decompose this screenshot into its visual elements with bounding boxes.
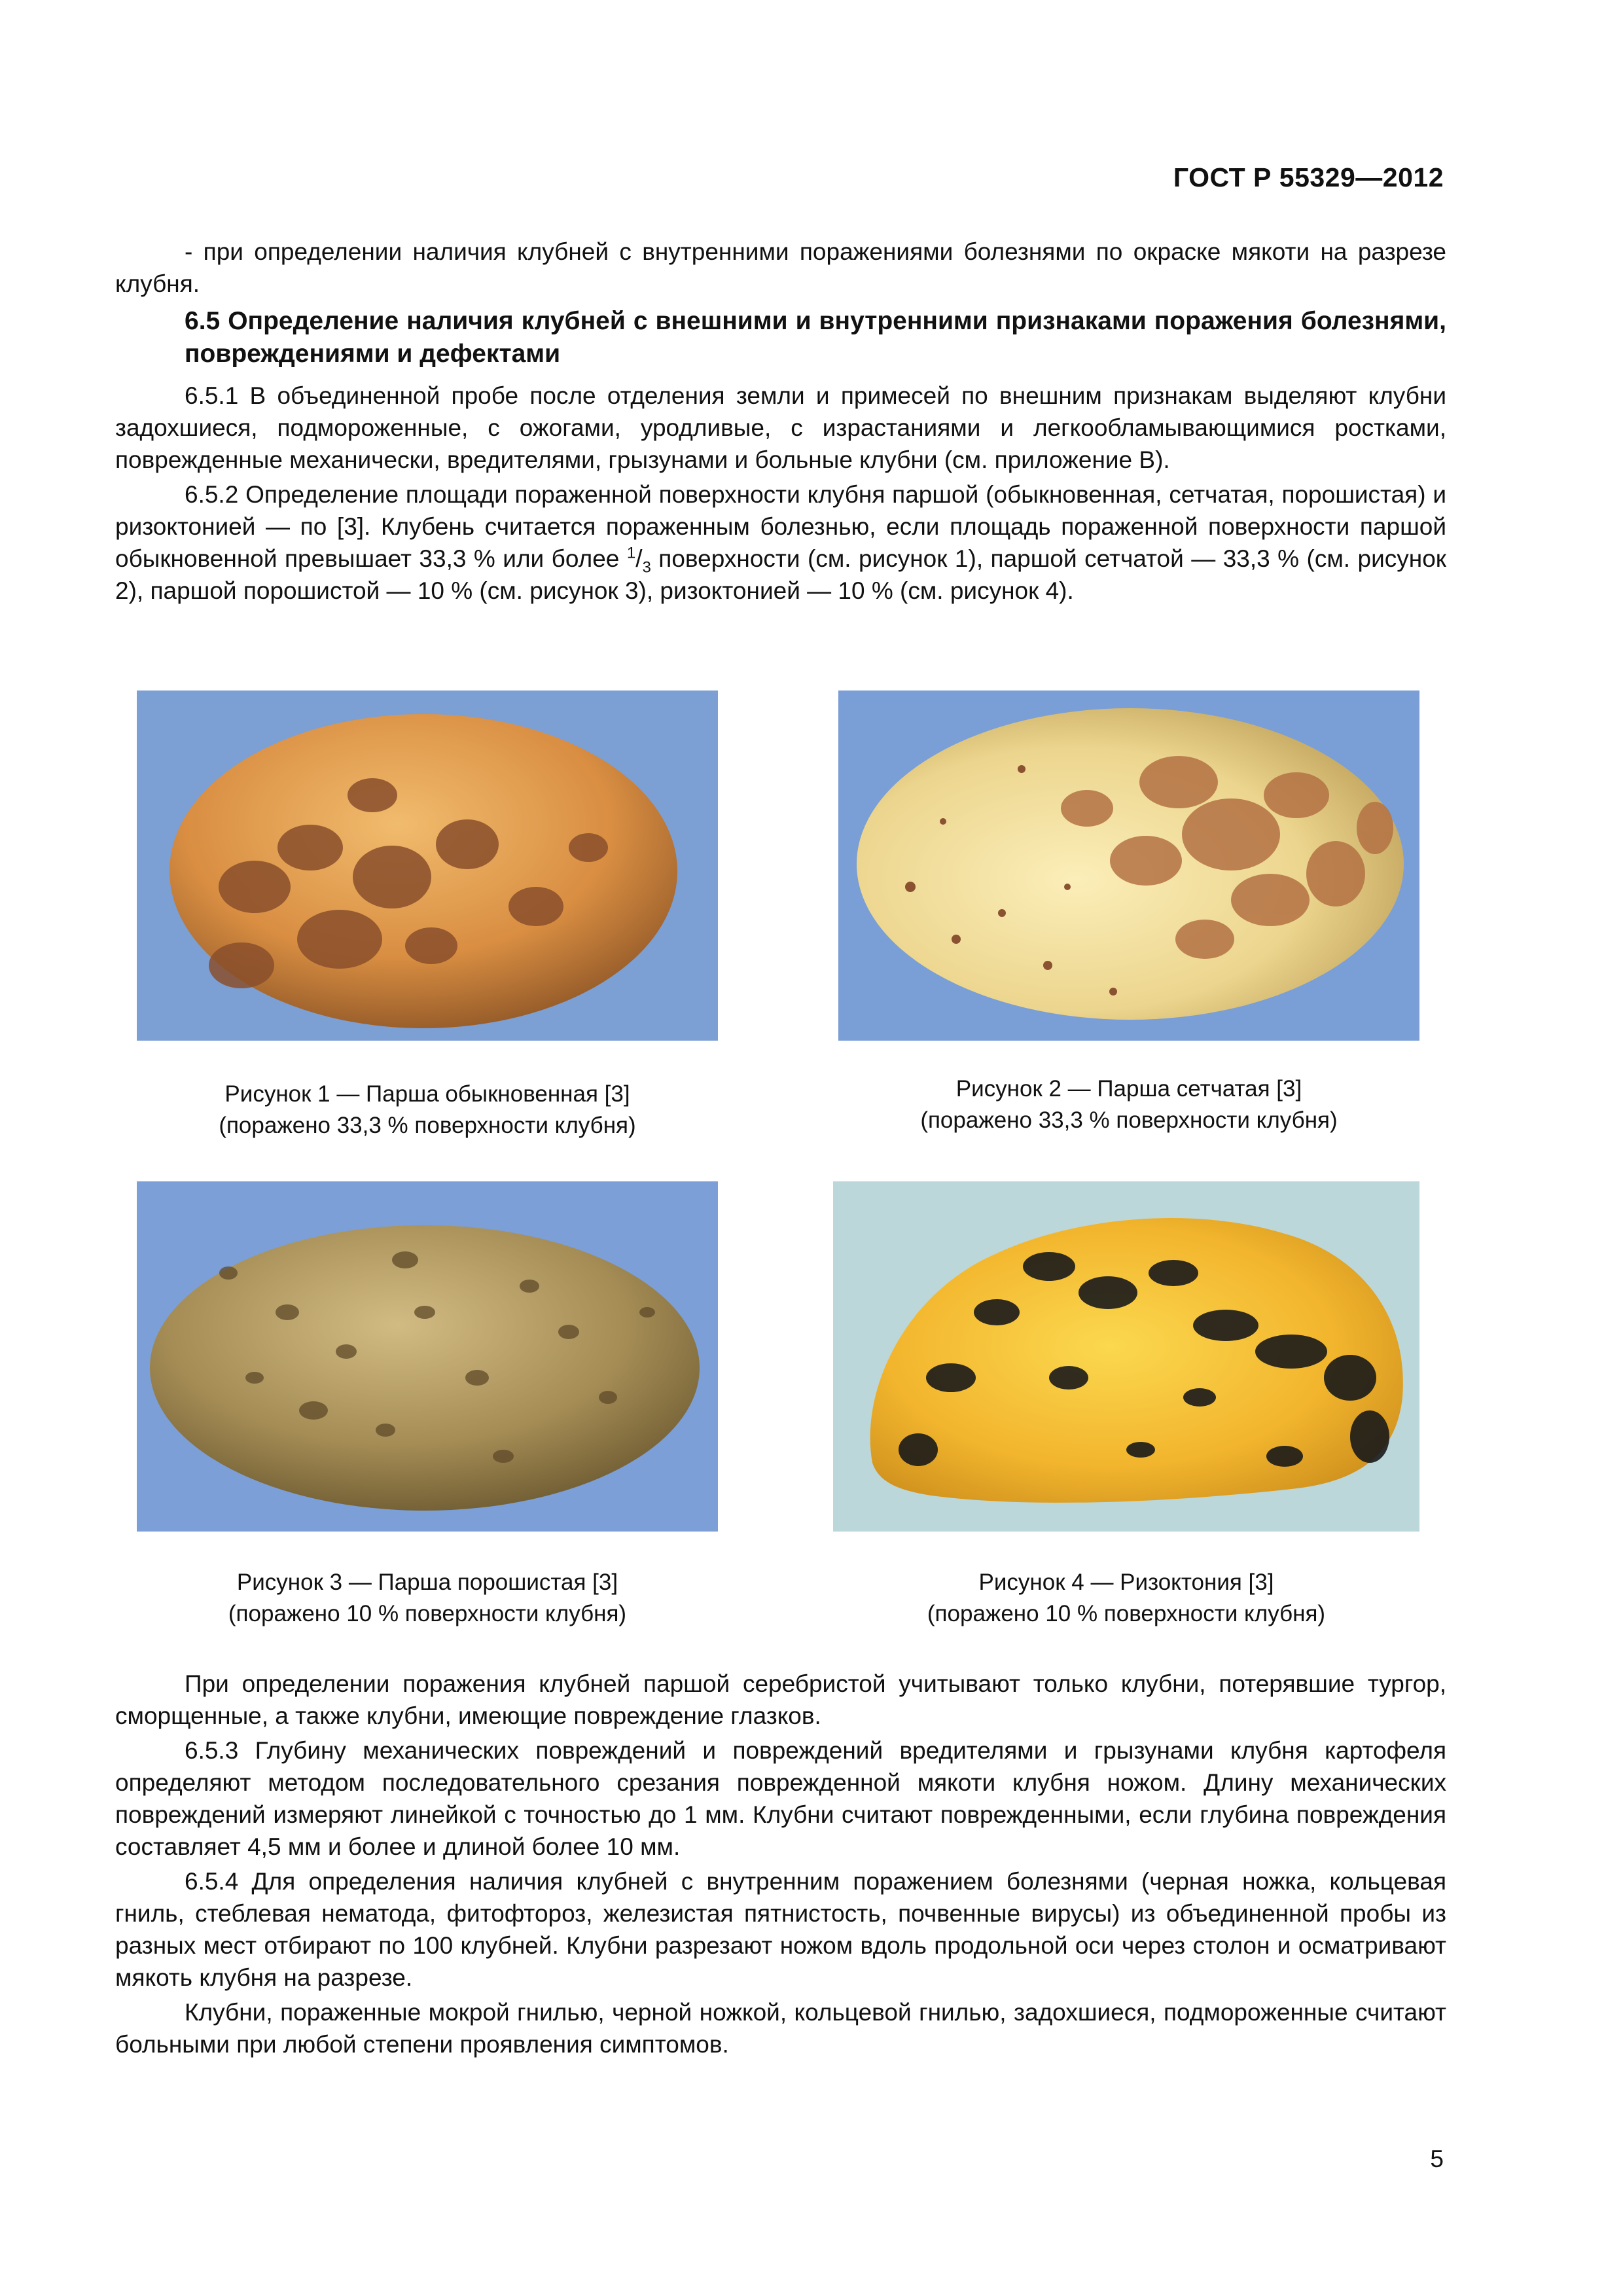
bottom-body [115, 1668, 1446, 2060]
intro-paragraph-block [115, 236, 1446, 300]
figure-3-caption-line-2: (поражено 10 % поверхности клубня) [228, 1601, 627, 1626]
figure-2-photo [838, 691, 1419, 1041]
figure-1-caption [133, 1079, 722, 1141]
paragraph-6-5-2-part-b: поверхности (см. рисунок 1), паршой сетчатой — 33,3 % (см. рисунок 2), паршой порошистой — 10 % (см. рисунок 3), ризоктонией — 10 % (см. рисунок 4). [115, 545, 1446, 604]
netted-scab-potato-image [838, 691, 1419, 1041]
figure-4-caption-line-1: Рисунок 4 — Ризоктония [3] [978, 1570, 1274, 1595]
fraction-numerator: 1 [626, 544, 636, 562]
figure-2-caption [834, 1073, 1423, 1136]
figure-3-photo [137, 1181, 718, 1532]
paragraph-6-5-2-part-a: 6.5.2 Определение площади пораженной поверхности клубня паршой (обыкновенная, сетчатая, порошистая) и ризоктонией — по [3]. Клубень считается пораженным болезнью, если площадь пораженной поверхности паршой обыкновенной превышает 33,3 % или более [115, 481, 1446, 572]
figure-2-caption-line-2: (поражено 33,3 % поверхности клубня) [920, 1107, 1338, 1133]
figure-2-caption-line-1: Рисунок 2 — Парша сетчатая [3] [955, 1076, 1302, 1102]
fraction-denominator: 3 [642, 558, 651, 577]
figure-4-caption-line-2: (поражено 10 % поверхности клубня) [927, 1601, 1326, 1626]
intro-paragraph: - при определении наличия клубней с внутренними поражениями болезнями по окраске мякоти на разрезе клубня. [115, 238, 1446, 297]
silver-scab-paragraph: При определении поражения клубней паршой серебристой учитывают только клубни, потерявшие тургор, сморщенные, а также клубни, имеющие повреждение глазков. [115, 1670, 1446, 1729]
paragraph-6-5-2 [115, 478, 1446, 607]
fraction-separator: / [635, 545, 643, 572]
figure-1-caption-line-1: Рисунок 1 — Парша обыкновенная [3] [224, 1081, 630, 1107]
document-code: ГОСТ Р 55329—2012 [1173, 162, 1444, 192]
powdery-scab-potato-image [137, 1181, 718, 1532]
figure-3-caption-line-1: Рисунок 3 — Парша порошистая [3] [236, 1570, 618, 1595]
rhizoctonia-potato-image [833, 1181, 1419, 1532]
paragraph-6-5-4: 6.5.4 Для определения наличия клубней с внутренним поражением болезнями (черная ножка, кольцевая гниль, стеблевая нематода, фитофтороз, железистая пятнистость, почвенные вирусы) из объединенной пробы из разных мест отбирают по 100 клубней. Клубни разрезают ножом вдоль продольной оси через столон и осматривают мякоть клубня на разрезе. [115, 1868, 1446, 1991]
figure-1-caption-line-2: (поражено 33,3 % поверхности клубня) [219, 1113, 636, 1138]
figure-4-caption [832, 1567, 1421, 1630]
page-number: 5 [1430, 2145, 1444, 2172]
paragraph-6-5-3: 6.5.3 Глубину механических повреждений и повреждений вредителями и грызунами клубня картофеля определяют методом последовательного срезания поврежденной мякоти клубня ножом. Длину механических повреждений измеряют линейкой с точностью до 1 мм. Клубни считают поврежденными, если глубина повреждения составляет 4,5 мм и более и длиной более 10 мм. [115, 1737, 1446, 1860]
section-title: 6.5 Определение наличия клубней с внешними и внутренними признаками поражения болезнями, повреждениями и дефектами [185, 307, 1446, 368]
figure-1-photo [137, 691, 718, 1041]
paragraph-6-5-1: 6.5.1 В объединенной пробе после отделения земли и примесей по внешним признакам выделяют клубни задохшиеся, подмороженные, с ожогами, уродливые, с израстаниями и легкообламывающимися ростками, поврежденные механически, вредителями, грызунами и больные клубни (см. приложение В). [115, 382, 1446, 473]
final-paragraph: Клубни, пораженные мокрой гнилью, черной ножкой, кольцевой гнилью, задохшиеся, подмороженные считают больными при любой степени проявления симптомов. [115, 1999, 1446, 2058]
figure-4-photo [833, 1181, 1419, 1532]
section-body [115, 380, 1446, 607]
common-scab-potato-image [137, 691, 718, 1041]
figure-3-caption [133, 1567, 722, 1630]
